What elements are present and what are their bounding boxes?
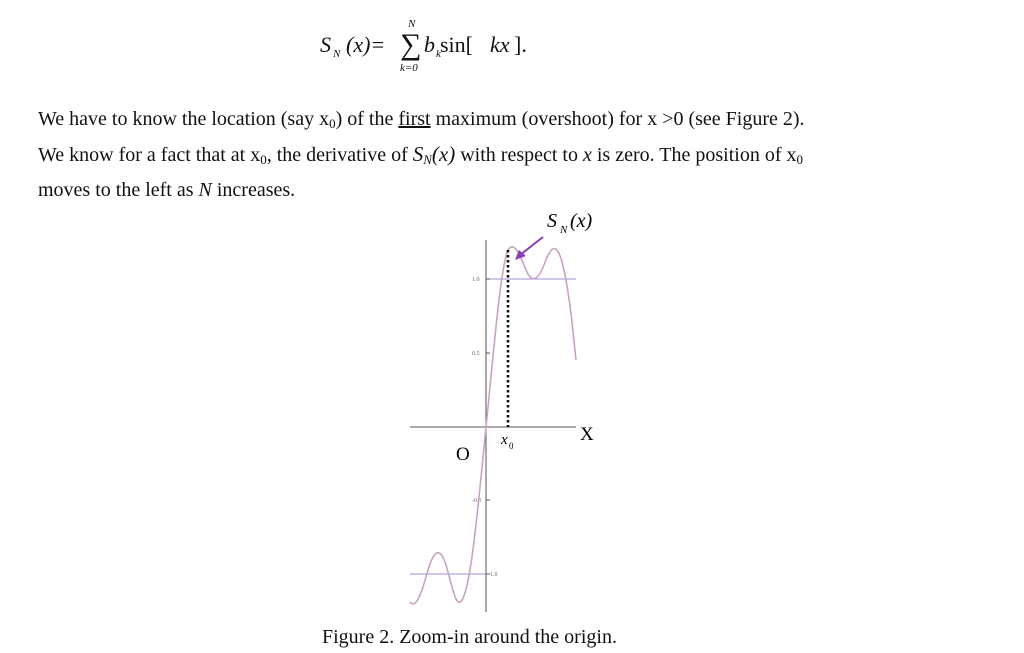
text-run: We have to know the location (say x xyxy=(38,108,330,130)
underlined-first: first xyxy=(398,108,431,130)
x0-label-subscript: 0 xyxy=(509,441,514,451)
text-run: , the derivative of xyxy=(266,144,413,166)
curve-label-argument: (x) xyxy=(570,210,593,232)
text-run: We know for a fact that at x xyxy=(38,144,261,166)
paragraph-line-2 xyxy=(38,139,998,175)
gibbs-plot xyxy=(400,200,620,620)
text-run: ) of the xyxy=(335,108,399,130)
fourier-sum-formula xyxy=(320,18,560,88)
formula-b-subscript: k xyxy=(436,48,441,60)
formula-end: ]. xyxy=(514,32,527,57)
text-run: increases. xyxy=(211,179,296,201)
text-run: is zero. The position of x xyxy=(591,144,797,166)
inline-n: N xyxy=(198,179,212,201)
inline-s-subscript: N xyxy=(423,152,432,167)
formula-lhs-argument: (x)= xyxy=(346,32,386,57)
tick-label-1: 1.0 xyxy=(472,277,480,283)
curve-label-s: S xyxy=(547,210,557,232)
formula-b: b xyxy=(424,32,435,57)
formula-s: S xyxy=(320,32,331,57)
paragraph-line-1 xyxy=(38,104,998,139)
inline-s: S xyxy=(412,142,424,166)
text-run: maximum (overshoot) for x >0 (see Figure 2). xyxy=(430,108,805,130)
formula-kx: kx xyxy=(490,32,510,57)
x-axis-label: X xyxy=(580,424,594,445)
origin-label: O xyxy=(456,444,470,465)
formula-sigma: ∑ xyxy=(400,28,422,61)
x0-subscript: 0 xyxy=(329,116,336,131)
x0-subscript: 0 xyxy=(260,152,267,167)
x0-subscript: 0 xyxy=(796,152,803,167)
inline-x: x xyxy=(582,144,592,166)
figure-2 xyxy=(400,200,620,620)
overshoot-arrow xyxy=(520,237,543,255)
inline-argument: (x) xyxy=(431,142,456,166)
formula-upper-limit: N xyxy=(408,18,416,30)
figure-caption: Figure 2. Zoom-in around the origin. xyxy=(322,626,617,648)
formula-sin: sin[ xyxy=(440,32,473,57)
tick-label-minus-0.5: -0.5 xyxy=(472,498,482,504)
text-run: moves to the left as xyxy=(38,179,199,201)
x0-label: x xyxy=(501,432,508,448)
tick-label-minus-1: -1.0 xyxy=(488,572,498,578)
text-run: with respect to xyxy=(455,144,583,166)
explanation-paragraph xyxy=(38,104,998,206)
fourier-partial-sum-curve xyxy=(410,247,576,604)
tick-label-0.5: 0.5 xyxy=(472,351,480,357)
formula-lower-limit: k=0 xyxy=(400,62,418,74)
curve-label-s-subscript: N xyxy=(560,224,568,236)
formula-s-subscript: N xyxy=(333,48,341,60)
